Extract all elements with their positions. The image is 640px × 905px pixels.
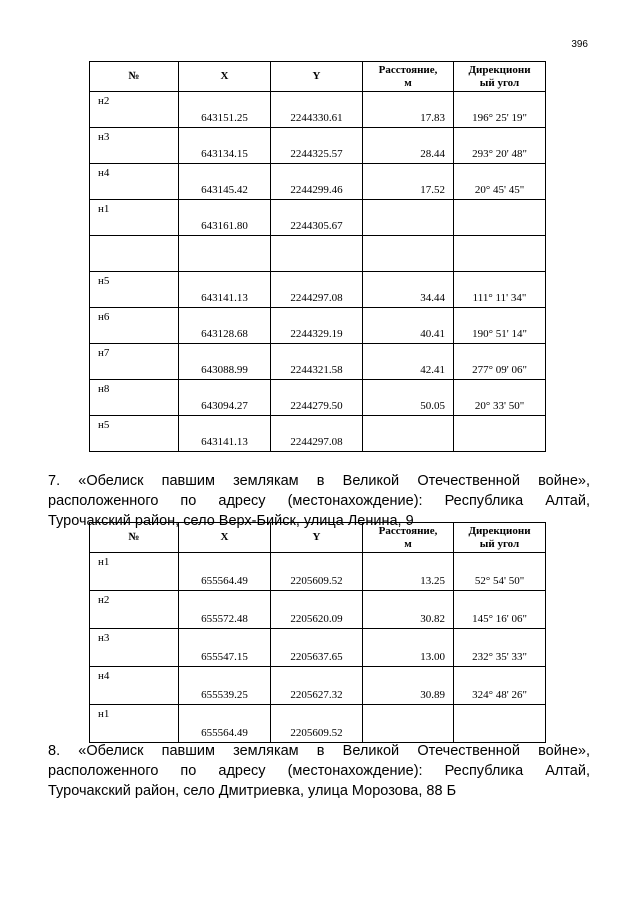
distance-cell — [363, 416, 454, 452]
y-coordinate-cell: 2244330.61 — [271, 92, 363, 128]
table-row — [90, 629, 546, 667]
y-coordinate-cell: 2205620.09 — [271, 591, 363, 629]
point-number-cell: н5 — [90, 272, 179, 308]
header-direction-angle — [454, 62, 546, 92]
header-direction-line1: Дирекциони — [468, 524, 531, 537]
y-coordinate-cell: 2244279.50 — [271, 380, 363, 416]
table-row — [90, 308, 546, 344]
direction-angle-cell: 190° 51' 14" — [454, 308, 546, 344]
distance-cell: 17.52 — [363, 164, 454, 200]
direction-angle-cell — [454, 705, 546, 743]
point-number-cell: н4 — [90, 164, 179, 200]
x-coordinate-cell: 643128.68 — [179, 308, 271, 344]
header-distance-line1: Расстояние, — [378, 63, 438, 76]
x-coordinate-cell: 643161.80 — [179, 200, 271, 236]
distance-cell: 42.41 — [363, 344, 454, 380]
point-number-cell: н1 — [90, 705, 179, 743]
point-number-cell: н2 — [90, 591, 179, 629]
item-8-line-2: расположенного по адресу (местонахождение): Республика Алтай, — [48, 763, 590, 779]
point-number-cell: н6 — [90, 308, 179, 344]
header-number: № — [90, 523, 179, 553]
distance-cell: 13.00 — [363, 629, 454, 667]
y-coordinate-cell: 2244297.08 — [271, 416, 363, 452]
item-7-line-1: 7. «Обелиск павшим землякам в Великой Отечественной войне», — [48, 473, 590, 489]
item-8-line-1: 8. «Обелиск павшим землякам в Великой Отечественной войне», — [48, 743, 590, 759]
x-coordinate-cell: 643141.13 — [179, 416, 271, 452]
table-1-body — [90, 92, 546, 452]
point-number-cell: н8 — [90, 380, 179, 416]
x-coordinate-cell: 643141.13 — [179, 272, 271, 308]
header-distance-line1: Расстояние, — [378, 524, 438, 537]
coordinates-table-1 — [89, 61, 546, 452]
item-7-line-3: Турочакский район, село Верх-Бийск, улица Ленина, 9 — [48, 513, 414, 529]
table-row — [90, 416, 546, 452]
header-direction-line2: ый угол — [479, 537, 520, 550]
x-coordinate-cell: 655564.49 — [179, 705, 271, 743]
distance-cell: 28.44 — [363, 128, 454, 164]
y-coordinate-cell: 2244329.19 — [271, 308, 363, 344]
y-coordinate-cell: 2244321.58 — [271, 344, 363, 380]
direction-angle-cell: 324° 48' 26" — [454, 667, 546, 705]
direction-angle-cell: 232° 35' 33" — [454, 629, 546, 667]
distance-cell: 30.89 — [363, 667, 454, 705]
table-row — [90, 380, 546, 416]
header-direction-angle — [454, 523, 546, 553]
distance-cell — [363, 200, 454, 236]
table-row — [90, 128, 546, 164]
x-coordinate-cell: 643094.27 — [179, 380, 271, 416]
distance-cell: 40.41 — [363, 308, 454, 344]
y-coordinate-cell: 2205609.52 — [271, 705, 363, 743]
item-8-line-3: Турочакский район, село Дмитриевка, улица Морозова, 88 Б — [48, 783, 457, 799]
x-coordinate-cell: 655572.48 — [179, 591, 271, 629]
table-row — [90, 236, 546, 272]
table-row — [90, 705, 546, 743]
direction-angle-cell: 20° 33' 50" — [454, 380, 546, 416]
header-y: Y — [271, 62, 363, 92]
table-row — [90, 591, 546, 629]
point-number-cell: н5 — [90, 416, 179, 452]
distance-cell — [363, 236, 454, 272]
point-number-cell: н4 — [90, 667, 179, 705]
direction-angle-cell: 196° 25' 19" — [454, 92, 546, 128]
x-coordinate-cell — [179, 236, 271, 272]
x-coordinate-cell: 655547.15 — [179, 629, 271, 667]
direction-angle-cell — [454, 236, 546, 272]
direction-angle-cell: 111° 11' 34" — [454, 272, 546, 308]
header-y: Y — [271, 523, 363, 553]
table-row — [90, 667, 546, 705]
point-number-cell: н7 — [90, 344, 179, 380]
x-coordinate-cell: 643151.25 — [179, 92, 271, 128]
point-number-cell: н2 — [90, 92, 179, 128]
x-coordinate-cell: 655539.25 — [179, 667, 271, 705]
direction-angle-cell: 145° 16' 06" — [454, 591, 546, 629]
header-distance-line2: м — [404, 537, 412, 550]
y-coordinate-cell: 2244325.57 — [271, 128, 363, 164]
y-coordinate-cell: 2205627.32 — [271, 667, 363, 705]
point-number-cell: н1 — [90, 200, 179, 236]
distance-cell: 17.83 — [363, 92, 454, 128]
direction-angle-cell — [454, 416, 546, 452]
x-coordinate-cell: 655564.49 — [179, 553, 271, 591]
y-coordinate-cell — [271, 236, 363, 272]
header-distance-line2: м — [404, 76, 412, 89]
header-distance — [363, 523, 454, 553]
y-coordinate-cell: 2244299.46 — [271, 164, 363, 200]
header-direction-line2: ый угол — [479, 76, 520, 89]
table-2-body — [90, 553, 546, 743]
distance-cell: 30.82 — [363, 591, 454, 629]
direction-angle-cell: 20° 45' 45" — [454, 164, 546, 200]
point-number-cell: н1 — [90, 553, 179, 591]
point-number-cell: н3 — [90, 629, 179, 667]
header-x: X — [179, 62, 271, 92]
distance-cell: 34.44 — [363, 272, 454, 308]
y-coordinate-cell: 2244297.08 — [271, 272, 363, 308]
header-distance — [363, 62, 454, 92]
table-row — [90, 344, 546, 380]
header-x: X — [179, 523, 271, 553]
x-coordinate-cell: 643134.15 — [179, 128, 271, 164]
coordinates-table-2 — [89, 522, 546, 743]
page-number: 396 — [571, 39, 588, 50]
direction-angle-cell: 52° 54' 50" — [454, 553, 546, 591]
point-number-cell — [90, 236, 179, 272]
y-coordinate-cell: 2244305.67 — [271, 200, 363, 236]
direction-angle-cell: 277° 09' 06" — [454, 344, 546, 380]
table-row — [90, 164, 546, 200]
table-row — [90, 272, 546, 308]
y-coordinate-cell: 2205637.65 — [271, 629, 363, 667]
direction-angle-cell — [454, 200, 546, 236]
table-header-row — [90, 62, 546, 92]
table-row — [90, 553, 546, 591]
header-direction-line1: Дирекциони — [468, 63, 531, 76]
item-8-paragraph — [48, 741, 590, 801]
x-coordinate-cell: 643145.42 — [179, 164, 271, 200]
point-number-cell: н3 — [90, 128, 179, 164]
direction-angle-cell: 293° 20' 48" — [454, 128, 546, 164]
distance-cell — [363, 705, 454, 743]
distance-cell: 50.05 — [363, 380, 454, 416]
table-row — [90, 200, 546, 236]
y-coordinate-cell: 2205609.52 — [271, 553, 363, 591]
header-number: № — [90, 62, 179, 92]
x-coordinate-cell: 643088.99 — [179, 344, 271, 380]
item-7-line-2: расположенного по адресу (местонахождение): Республика Алтай, — [48, 493, 590, 509]
distance-cell: 13.25 — [363, 553, 454, 591]
table-header-row — [90, 523, 546, 553]
table-row — [90, 92, 546, 128]
